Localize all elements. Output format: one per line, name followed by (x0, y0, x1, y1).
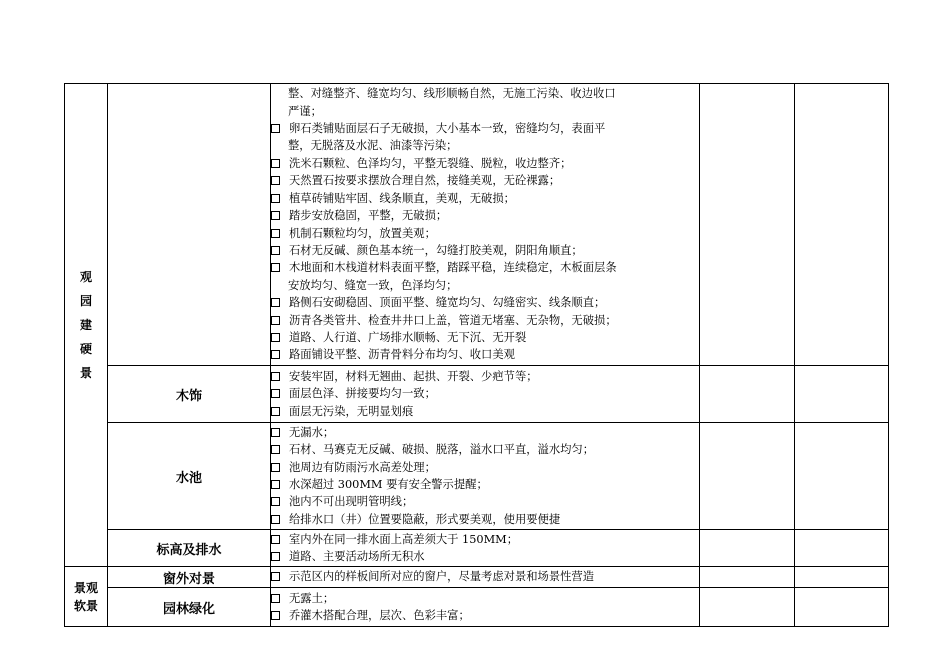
checkbox[interactable] (271, 246, 280, 255)
checklist-item-text: 无露土； (289, 591, 335, 605)
checklist-item-text: 石材无反碱、颜色基本统一，勾缝打胶美观，阴阳角顺直； (289, 243, 583, 257)
category-softscape: 景观 软景 (65, 567, 108, 627)
checkbox[interactable] (271, 445, 280, 454)
result-cell[interactable] (700, 530, 795, 567)
checkbox[interactable] (271, 389, 280, 398)
checkbox[interactable] (271, 298, 280, 307)
checklist-item (271, 531, 699, 548)
checklist-item (271, 385, 699, 402)
checklist-item-text: 卵石类铺贴面层石子无破损，大小基本一致，密缝均匀，表面平 (289, 122, 606, 136)
hardscape-row-continued (65, 84, 889, 366)
subcategory-pool: 水池 (108, 423, 271, 530)
checklist-item-text: 整，无脱落及水泥、油漆等污染； (288, 139, 458, 153)
criteria-list (271, 366, 700, 423)
checklist-item-text: 池周边有防雨污水高差处理； (289, 460, 436, 474)
checklist-item (271, 346, 699, 363)
checklist-item (271, 259, 699, 276)
result-cell[interactable] (700, 423, 795, 530)
checklist-item-text: 整、对缝整齐、缝宽均匀、线形顺畅自然，无施工污染、收边收口 (288, 87, 616, 101)
checklist-item-text: 植草砖铺贴牢固、线条顺直，美观，无破损； (289, 191, 515, 205)
checklist-item-text: 室内外在同一排水面上高差须大于 150MM； (289, 532, 519, 546)
checklist-item (271, 403, 699, 420)
checklist-item-text: 安装牢固，材料无翘曲、起拱、开裂、少疤节等； (289, 369, 538, 383)
checklist-item (271, 242, 699, 259)
checklist-item (271, 190, 699, 207)
criteria-list (271, 567, 700, 588)
checklist-item (271, 329, 699, 346)
remark-cell[interactable] (795, 588, 889, 627)
criteria-list (271, 423, 700, 530)
checklist-item-text: 水深超过 300MM 要有安全警示提醒； (289, 478, 488, 491)
checklist-item-text: 安放均匀、缝宽一致，色泽均匀； (288, 278, 458, 292)
subcategory-continued (108, 84, 271, 366)
checklist-item (271, 120, 699, 137)
checkbox[interactable] (271, 229, 280, 238)
checklist-item-text: 面层无污染，无明显划痕 (289, 404, 414, 418)
checklist-item (271, 476, 699, 493)
checklist-item-text: 路面铺设平整、沥青骨料分布均匀、收口美观 (289, 348, 515, 362)
subcategory-window-view: 窗外对景 (108, 567, 271, 588)
checklist-item-text: 洗米石颗粒、色泽均匀，平整无裂缝、脱粒，收边整齐； (289, 156, 572, 170)
checklist-item-text: 踏步安放稳固，平整，无破损； (289, 209, 448, 223)
softscape-row-window-view (65, 567, 889, 588)
hardscape-row-pool (65, 423, 889, 530)
checklist-item-text: 无漏水； (289, 425, 335, 439)
checklist-item (271, 441, 699, 458)
checkbox[interactable] (271, 552, 280, 561)
checklist-item-text: 面层色泽、拼接要均匀一致； (289, 387, 436, 401)
remark-cell[interactable] (795, 530, 889, 567)
checklist-item (271, 225, 699, 242)
checklist-item-text: 路侧石安砌稳固、顶面平整、缝宽均匀、勾缝密实、线条顺直； (289, 296, 606, 310)
checklist-item (271, 368, 699, 385)
checkbox[interactable] (271, 594, 280, 603)
checkbox[interactable] (271, 535, 280, 544)
checklist-item-text: 天然置石按要求摆放合理自然，接缝美观，无砼裸露； (289, 174, 561, 188)
checklist-item-text: 木地面和木栈道材料表面平整，踏踩平稳，连续稳定，木板面层条 (289, 261, 617, 275)
hardscape-row-wood (65, 366, 889, 423)
checkbox[interactable] (271, 497, 280, 506)
checkbox[interactable] (271, 124, 280, 133)
checklist-item (271, 511, 699, 528)
checklist-item (271, 424, 699, 441)
checkbox[interactable] (271, 515, 280, 524)
checkbox[interactable] (271, 407, 280, 416)
checklist-item-text: 乔灌木搭配合理，层次、色彩丰富； (289, 609, 470, 622)
checkbox[interactable] (271, 480, 280, 489)
checklist-item-text: 石材、马赛克无反碱、破损、脱落，溢水口平直，溢水均匀； (289, 443, 595, 457)
checklist-item-text: 机制石颗粒均匀，放置美观； (289, 226, 436, 240)
checklist-item-continuation (271, 277, 699, 294)
hardscape-row-drainage (65, 530, 889, 567)
checklist-item-text: 道路、主要活动场所无积水 (289, 550, 425, 563)
checklist-item (271, 459, 699, 476)
checklist-item (271, 590, 699, 607)
checklist-item-continuation (271, 137, 699, 154)
checklist-item-text: 示范区内的样板间所对应的窗户，尽量考虑对景和场景性营造 (289, 570, 595, 584)
result-cell[interactable] (700, 84, 795, 366)
checklist-item-text: 严谨； (288, 104, 322, 118)
inspection-table (64, 83, 889, 627)
checkbox[interactable] (271, 159, 280, 168)
checkbox[interactable] (271, 211, 280, 220)
remark-cell[interactable] (795, 84, 889, 366)
remark-cell[interactable] (795, 423, 889, 530)
checkbox[interactable] (271, 263, 280, 272)
checkbox[interactable] (271, 194, 280, 203)
remark-cell[interactable] (795, 366, 889, 423)
checklist-item (271, 207, 699, 224)
subcategory-wood-finish: 木饰 (108, 366, 271, 423)
result-cell[interactable] (700, 588, 795, 627)
softscape-row-greening (65, 588, 889, 627)
checkbox[interactable] (271, 176, 280, 185)
checklist-item (271, 568, 699, 585)
checklist-item (271, 493, 699, 510)
checklist-item-continuation (271, 103, 699, 120)
checklist-item (271, 607, 699, 624)
checklist-item-text: 道路、人行道、广场排水顺畅、无下沉、无开裂 (289, 330, 527, 344)
checkbox[interactable] (271, 316, 280, 325)
subcategory-greening: 园林绿化 (108, 588, 271, 627)
checkbox[interactable] (271, 463, 280, 472)
checklist-item (271, 172, 699, 189)
checkbox[interactable] (271, 350, 280, 359)
result-cell[interactable] (700, 366, 795, 423)
checkbox[interactable] (271, 611, 280, 620)
checklist-item-text: 给排水口（井）位置要隐蔽，形式要美观，使用要便捷 (289, 512, 561, 526)
criteria-list (271, 530, 700, 567)
checklist-item-text: 池内不可出现明管明线； (289, 495, 414, 509)
checkbox[interactable] (271, 572, 280, 581)
checkbox[interactable] (271, 428, 280, 437)
result-cell[interactable] (700, 567, 795, 588)
checkbox[interactable] (271, 372, 280, 381)
checklist-item (271, 548, 699, 565)
checkbox[interactable] (271, 333, 280, 342)
criteria-list (271, 588, 700, 627)
checklist-item (271, 312, 699, 329)
criteria-list (271, 84, 700, 366)
checklist-item-text: 沥青各类管井、检查井井口上盖，管道无堵塞、无杂物，无破损； (289, 313, 617, 327)
checklist-item-continuation (271, 85, 699, 102)
category-hardscape: 观 园 建 硬 景 (65, 84, 108, 567)
remark-cell[interactable] (795, 567, 889, 588)
checklist-item (271, 155, 699, 172)
checklist-item (271, 294, 699, 311)
subcategory-elevation-drainage: 标高及排水 (108, 530, 271, 567)
